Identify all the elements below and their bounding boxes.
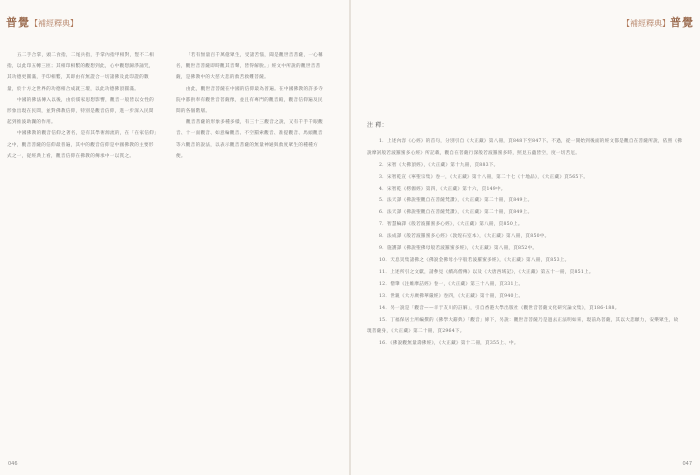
running-head-title: 普覺 (6, 16, 30, 29)
left-page (0, 0, 349, 475)
running-head-title: 普覺 (670, 16, 694, 29)
paragraph: 中國的佛法傳入以後，由於儒家思想影響，觀音一般皆以女性的形象出現在民間，並對佛教信仰，特別是觀音信仰，進一步深入民間起到推波助瀾的作用。 (7, 97, 155, 126)
note-item: 13．世親《大方廣佛華嚴經》卷四，《大正藏》第十冊，頁940上。 (379, 293, 524, 299)
running-head-subtitle: 【補經釋典】 (30, 19, 78, 28)
note-item: 11．上述所引之文獻，請參見《續高僧傳》以及《大唐西域記》，《大正藏》第五十一冊，頁851上。 (379, 269, 594, 275)
paragraph: 五二手合掌，頭二食指，二尾兵指，手掌內指甲相對，豎不二相指，以此印五轉三匝；其相印相繫的觀想到此，心中觀想歸淨誦咒，其功德更圓滿，手印相繫，其即由有無證合一切諸佛及此印證的數量，於十方之世界的功德相合成就三壇，以此功德佛頂圓滿。 (7, 53, 155, 92)
running-head-left (6, 14, 78, 30)
text-column-2 (176, 50, 326, 162)
note-item: 15．丁福保居士所編撰的《佛學大辭典》「觀音」條下，另說：觀世音菩薩乃是過去正法明如來，現前為菩薩，其以大悲願力，安樂眾生，故現菩薩身，《大正藏》第二十冊，頁2964下。 (367, 317, 679, 335)
note-item: 4．宋智乾《楞伽經》第四，《大正藏》第十六，頁149中。 (379, 186, 506, 192)
note-item: 5．法天譯《佛說聖觀自在菩薩梵讚》，《大正藏》第二十冊，頁849上。 (379, 198, 533, 204)
running-head-right (622, 14, 694, 30)
note-item: 10．天息災集諸佛之《佛說金佛母小字般若波羅蜜多經》，《大正藏》第八冊，頁853上。 (379, 257, 570, 263)
note-item: 3．宋智乾宣《寧聖宗集》卷一，《大正藏》第十八冊，第二十七《十地品》，《大正藏》頁565下。 (379, 174, 589, 180)
note-item: 14．另一說是「觀音——羊于友川的註解」，引自香港大學出版社《觀世音菩薩文化研究論文集》，頁186-188。 (379, 305, 620, 311)
note-item: 9．施護譯《佛說聖佛母般若波羅蜜多經》，《大正藏》第八冊，頁852中。 (379, 246, 538, 252)
paragraph: 「若有無量百千萬億眾生，受諸苦惱，聞是觀世音菩薩，一心稱名，觀世音菩薩即時觀其音聲，皆得解脫。」經文中所說的觀世音菩薩，是佛教中的大慈大悲的救苦救難菩薩。 (176, 53, 324, 81)
notes-section (367, 120, 683, 350)
note-item: 8．法成譯《般若波羅蜜多心經》（敦煌石室本），《大正藏》第八冊，頁850中。 (379, 234, 550, 240)
text-column-1 (7, 50, 157, 162)
note-item: 16．《佛說觀無量壽佛經》，《大正藏》第十二冊，頁355上、中。 (379, 341, 519, 347)
note-item: 2．宋智《大佛頂經》，《大正藏》第十九冊，頁883下。 (379, 162, 499, 168)
paragraph: 中國佛教的觀音信仰之著名，是有其學術源流的，在「在家信仰」之中，觀音菩薩的信仰最普遍，其中的觀音信仰是中國佛教的主要形式之一，從經典上看，觀音信仰在佛教的傳承中一以貫之。 (7, 131, 157, 159)
paragraph: 由此，觀世音菩薩在中國的信仰最為普遍。在中國佛教的許多寺院中都供奉有觀世音菩薩像，並且有專門的觀音殿，觀音信仰遍及民間的各個階層。 (176, 86, 324, 115)
note-item: 1．上述內容《心經》的首句，分別引自《大正藏》第八冊，頁848下至847下。不過，從一開始到後面的經文都是觀自在菩薩所說，依照《佛說摩訶般若波羅蜜多心經》所記載，觀自在菩薩行深般若波羅蜜多時，照見五蘊皆空，度一切苦厄。 (367, 138, 683, 156)
note-item: 6．法天譯《佛說聖觀自在菩薩梵讚》，《大正藏》第二十冊，頁849上。 (379, 210, 533, 216)
note-item: 12．僧肇《注維摩詰經》卷一，《大正藏》第三十八冊，頁331上。 (379, 281, 524, 287)
notes-heading: 注 釋： (367, 122, 388, 129)
running-head-subtitle: 【補經釋典】 (622, 19, 670, 28)
paragraph: 觀音菩薩的形象多種多樣，有三十三觀音之說，又有千手千眼觀音、十一面觀音、如意輪觀音、不空羂索觀音、准提觀音、馬頭觀音等六觀音的說法，以表示觀音菩薩的無量神通與救度眾生的種種方便。 (176, 120, 324, 159)
page-number-left: 046 (8, 461, 18, 467)
note-item: 7．智慧輪譯《般若波羅蜜多心經》，《大正藏》第八冊，頁850上。 (379, 222, 523, 228)
page-number-right: 047 (682, 461, 692, 467)
right-page (351, 0, 700, 475)
